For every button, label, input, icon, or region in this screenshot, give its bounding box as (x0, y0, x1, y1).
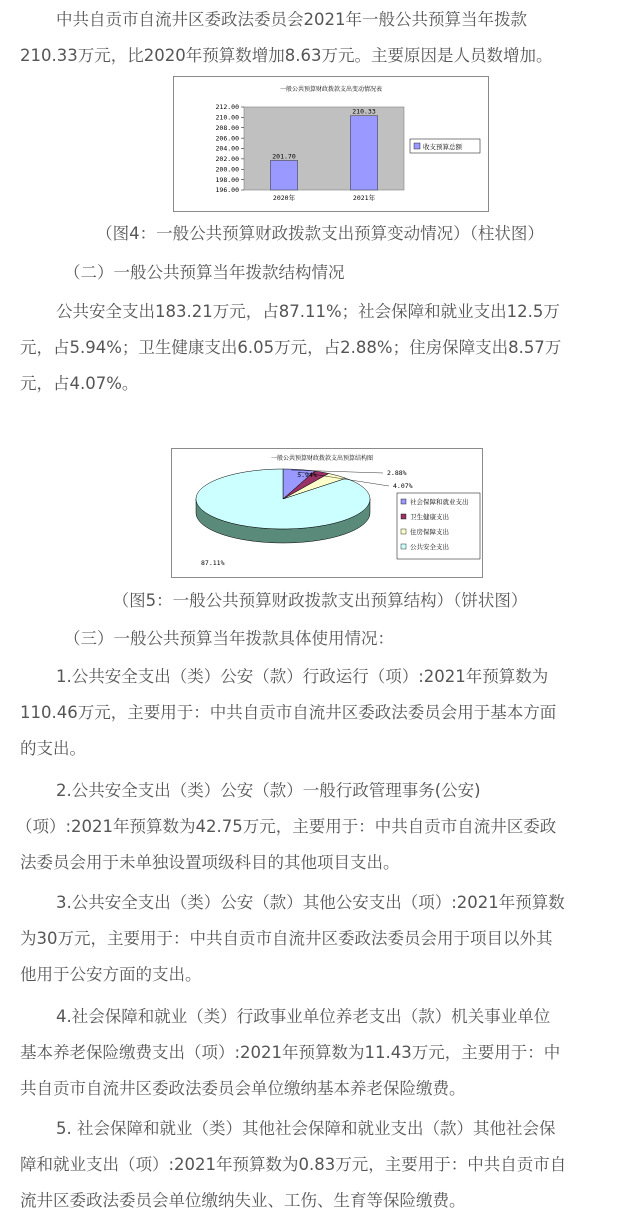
text-line: 110.46万元，主要用于：中共自贡市自流井区委政法委员会用于基本方面 (20, 703, 557, 722)
y-tick-label: 210.00 (215, 113, 239, 122)
legend-label: 卫生健康支出 (410, 513, 449, 521)
y-tick-label: 202.00 (215, 155, 239, 164)
text-line: 中共自贡市自流井区委政法委员会2021年一般公共预算当年拨款 (56, 10, 527, 29)
text-line: （二）一般公共预算当年拨款结构情况 (64, 263, 345, 282)
figure5-caption: （图5：一般公共预算财政拨款支出预算结构）（饼状图） (112, 591, 528, 610)
pie-chart-svg (172, 449, 482, 577)
text-line: 210.33万元，比2020年预算数增加8.63万元。主要原因是人员数增加。 (20, 46, 553, 65)
y-tick-label: 196.00 (215, 186, 239, 195)
figure4-caption: （图4：一般公共预算财政拨款支出预算变动情况）（柱状图） (96, 224, 544, 243)
usage-item-3 (20, 885, 620, 993)
legend-swatch (414, 143, 420, 149)
pie-data-label: 2.88% (387, 469, 407, 477)
text-line: 障和就业支出（项）:2021年预算数为0.83万元，主要用于：中共自贡市自 (20, 1155, 567, 1174)
y-tick-label: 198.00 (215, 175, 239, 184)
section2-heading (20, 255, 620, 291)
legend-swatch (401, 514, 406, 519)
pie-chart-title: 一般公共预算财政拨款支出预算结构图 (270, 455, 374, 462)
text-line: 为30万元，主要用于：中共自贡市自流井区委政法委员会用于项目以外其 (20, 929, 553, 948)
bar (270, 160, 297, 190)
bar-data-label: 210.33 (352, 107, 376, 116)
usage-item-5 (20, 1111, 620, 1219)
x-tick-label: 2020年 (272, 194, 296, 202)
text-line: 3.公共安全支出（类）公安（款）其他公安支出（项）:2021年预算数 (56, 893, 565, 912)
text-line: 流井区委政法委员会单位缴纳失业、工伤、生育等保险缴费。 (20, 1191, 466, 1210)
text-line: 他用于公安方面的支出。 (20, 965, 202, 984)
bar-chart-svg (174, 77, 488, 211)
text-line: 元，占5.94%；卫生健康支出6.05万元，占2.88%；住房保障支出8.57万 (20, 338, 562, 357)
section3-heading (20, 621, 620, 657)
text-line: 5. 社会保障和就业（类）其他社会保障和就业支出（款）其他社会保 (56, 1119, 556, 1138)
text-line: 2.公共安全支出（类）公安（款）一般行政管理事务(公安) (56, 781, 481, 800)
pie-data-label: 4.07% (393, 482, 413, 490)
y-tick-label: 200.00 (215, 165, 239, 174)
bar (350, 116, 377, 190)
usage-item-1 (20, 659, 620, 767)
intro-paragraph (20, 2, 620, 74)
pie-data-label: 87.11% (201, 559, 225, 567)
text-line: （三）一般公共预算当年拨款具体使用情况： (64, 629, 394, 648)
plot-area (244, 107, 404, 190)
text-line: 元，占4.07%。 (20, 374, 139, 393)
text-line: 基本养老保险缴费支出（项）:2021年预算数为11.43万元，主要用于：中 (20, 1043, 561, 1062)
legend-label: 社会保障和就业支出 (410, 498, 469, 506)
legend-swatch (401, 499, 406, 504)
text-line: 的支出。 (20, 739, 86, 758)
bar-chart-title: 一般公共预算财政拨款支出变动情况表 (279, 86, 383, 93)
y-tick-label: 212.00 (215, 103, 239, 112)
y-tick-label: 206.00 (215, 134, 239, 143)
text-line: 1.公共安全支出（类）公安（款）行政运行（项）:2021年预算数为 (56, 667, 549, 686)
usage-item-2 (16, 773, 620, 881)
usage-item-4 (20, 999, 620, 1107)
text-line: （项）:2021年预算数为42.75万元，主要用于：中共自贡市自流井区委政 (16, 817, 557, 836)
bar-data-label: 201.70 (272, 152, 296, 161)
y-tick-label: 204.00 (215, 144, 239, 153)
legend-swatch (401, 529, 406, 534)
y-tick-label: 208.00 (215, 123, 239, 132)
legend-label: 公共安全支出 (410, 543, 449, 551)
text-line: 4.社会保障和就业（类）行政事业单位养老支出（款）机关事业单位 (56, 1007, 551, 1026)
legend-label: 收支预算总额 (423, 143, 462, 151)
structure-paragraph (20, 294, 620, 402)
x-tick-label: 2021年 (352, 194, 376, 202)
legend-swatch (401, 544, 406, 549)
legend-label: 住房保障支出 (410, 528, 449, 536)
bar-chart (173, 76, 489, 212)
pie-data-label: 5.94% (297, 471, 317, 479)
text-line: 共自贡市自流井区委政法委员会单位缴纳基本养老保险缴费。 (20, 1079, 466, 1098)
text-line: 法委员会用于未单独设置项级科目的其他项目支出。 (20, 853, 400, 872)
pie-chart (171, 448, 483, 578)
text-line: 公共安全支出183.21万元，占87.11%；社会保障和就业支出12.5万 (56, 302, 560, 321)
